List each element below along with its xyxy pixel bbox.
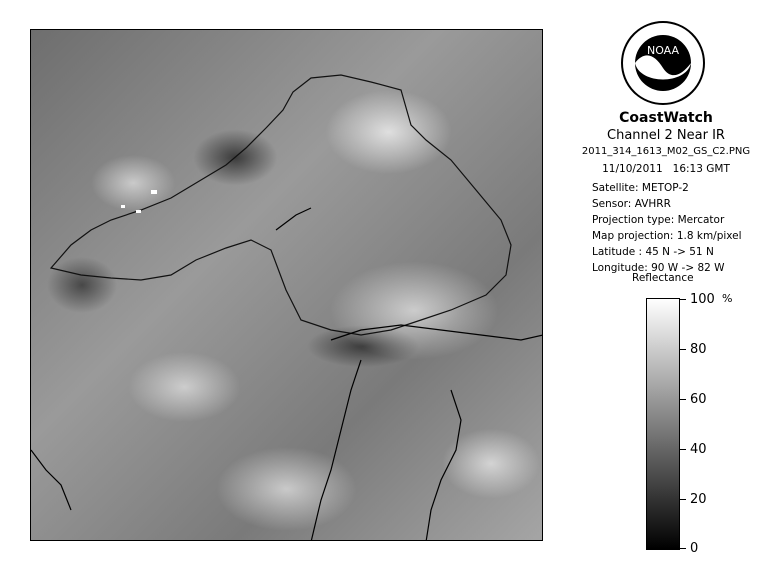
- metadata-label: Map projection:: [592, 230, 674, 242]
- reflectance-colorbar: [646, 298, 680, 550]
- time-value: 16:13 GMT: [672, 163, 730, 175]
- metadata-label: Sensor:: [592, 198, 632, 210]
- tick-label: 20: [690, 492, 707, 507]
- satellite-image: [30, 29, 543, 541]
- metadata-label: Projection type:: [592, 214, 675, 226]
- logo-text: NOAA: [646, 44, 680, 57]
- metadata-row: [592, 198, 671, 210]
- tick-label: 40: [690, 442, 707, 457]
- colorbar-tick: [680, 499, 686, 500]
- metadata-value: 45 N -> 51 N: [645, 246, 714, 258]
- metadata-value: 1.8 km/pixel: [676, 230, 742, 242]
- metadata-value: Mercator: [677, 214, 725, 226]
- colorbar-tick: [680, 349, 686, 350]
- coastline-overlay: [31, 30, 543, 541]
- tick-label: 60: [690, 392, 707, 407]
- colorbar-tick: [680, 548, 686, 549]
- brand-title: CoastWatch: [619, 110, 713, 126]
- legend-title: Reflectance: [632, 272, 694, 284]
- metadata-row: [592, 230, 742, 242]
- legend-unit: %: [722, 292, 733, 305]
- tick-label: 80: [690, 342, 707, 357]
- colorbar-tick: [680, 399, 686, 400]
- metadata-row: [592, 246, 714, 258]
- channel-label: Channel 2 Near IR: [607, 128, 725, 143]
- tick-label: 100: [690, 292, 715, 307]
- metadata-label: Longitude:: [592, 262, 648, 274]
- date-value: 11/10/2011: [602, 163, 663, 175]
- metadata-label: Latitude :: [592, 246, 643, 258]
- metadata-value: METOP-2: [641, 182, 689, 194]
- datetime-label: [560, 163, 772, 175]
- colorbar-tick: [680, 299, 686, 300]
- metadata-row: [592, 214, 724, 226]
- noaa-logo: [620, 20, 706, 106]
- metadata-value: AVHRR: [634, 198, 671, 210]
- metadata-row: [592, 182, 689, 194]
- colorbar-tick: [680, 449, 686, 450]
- tick-label: 0: [690, 541, 699, 556]
- filename-label: 2011_314_1613_M02_GS_C2.PNG: [581, 146, 751, 157]
- metadata-label: Satellite:: [592, 182, 639, 194]
- metadata-value: 90 W -> 82 W: [651, 262, 725, 274]
